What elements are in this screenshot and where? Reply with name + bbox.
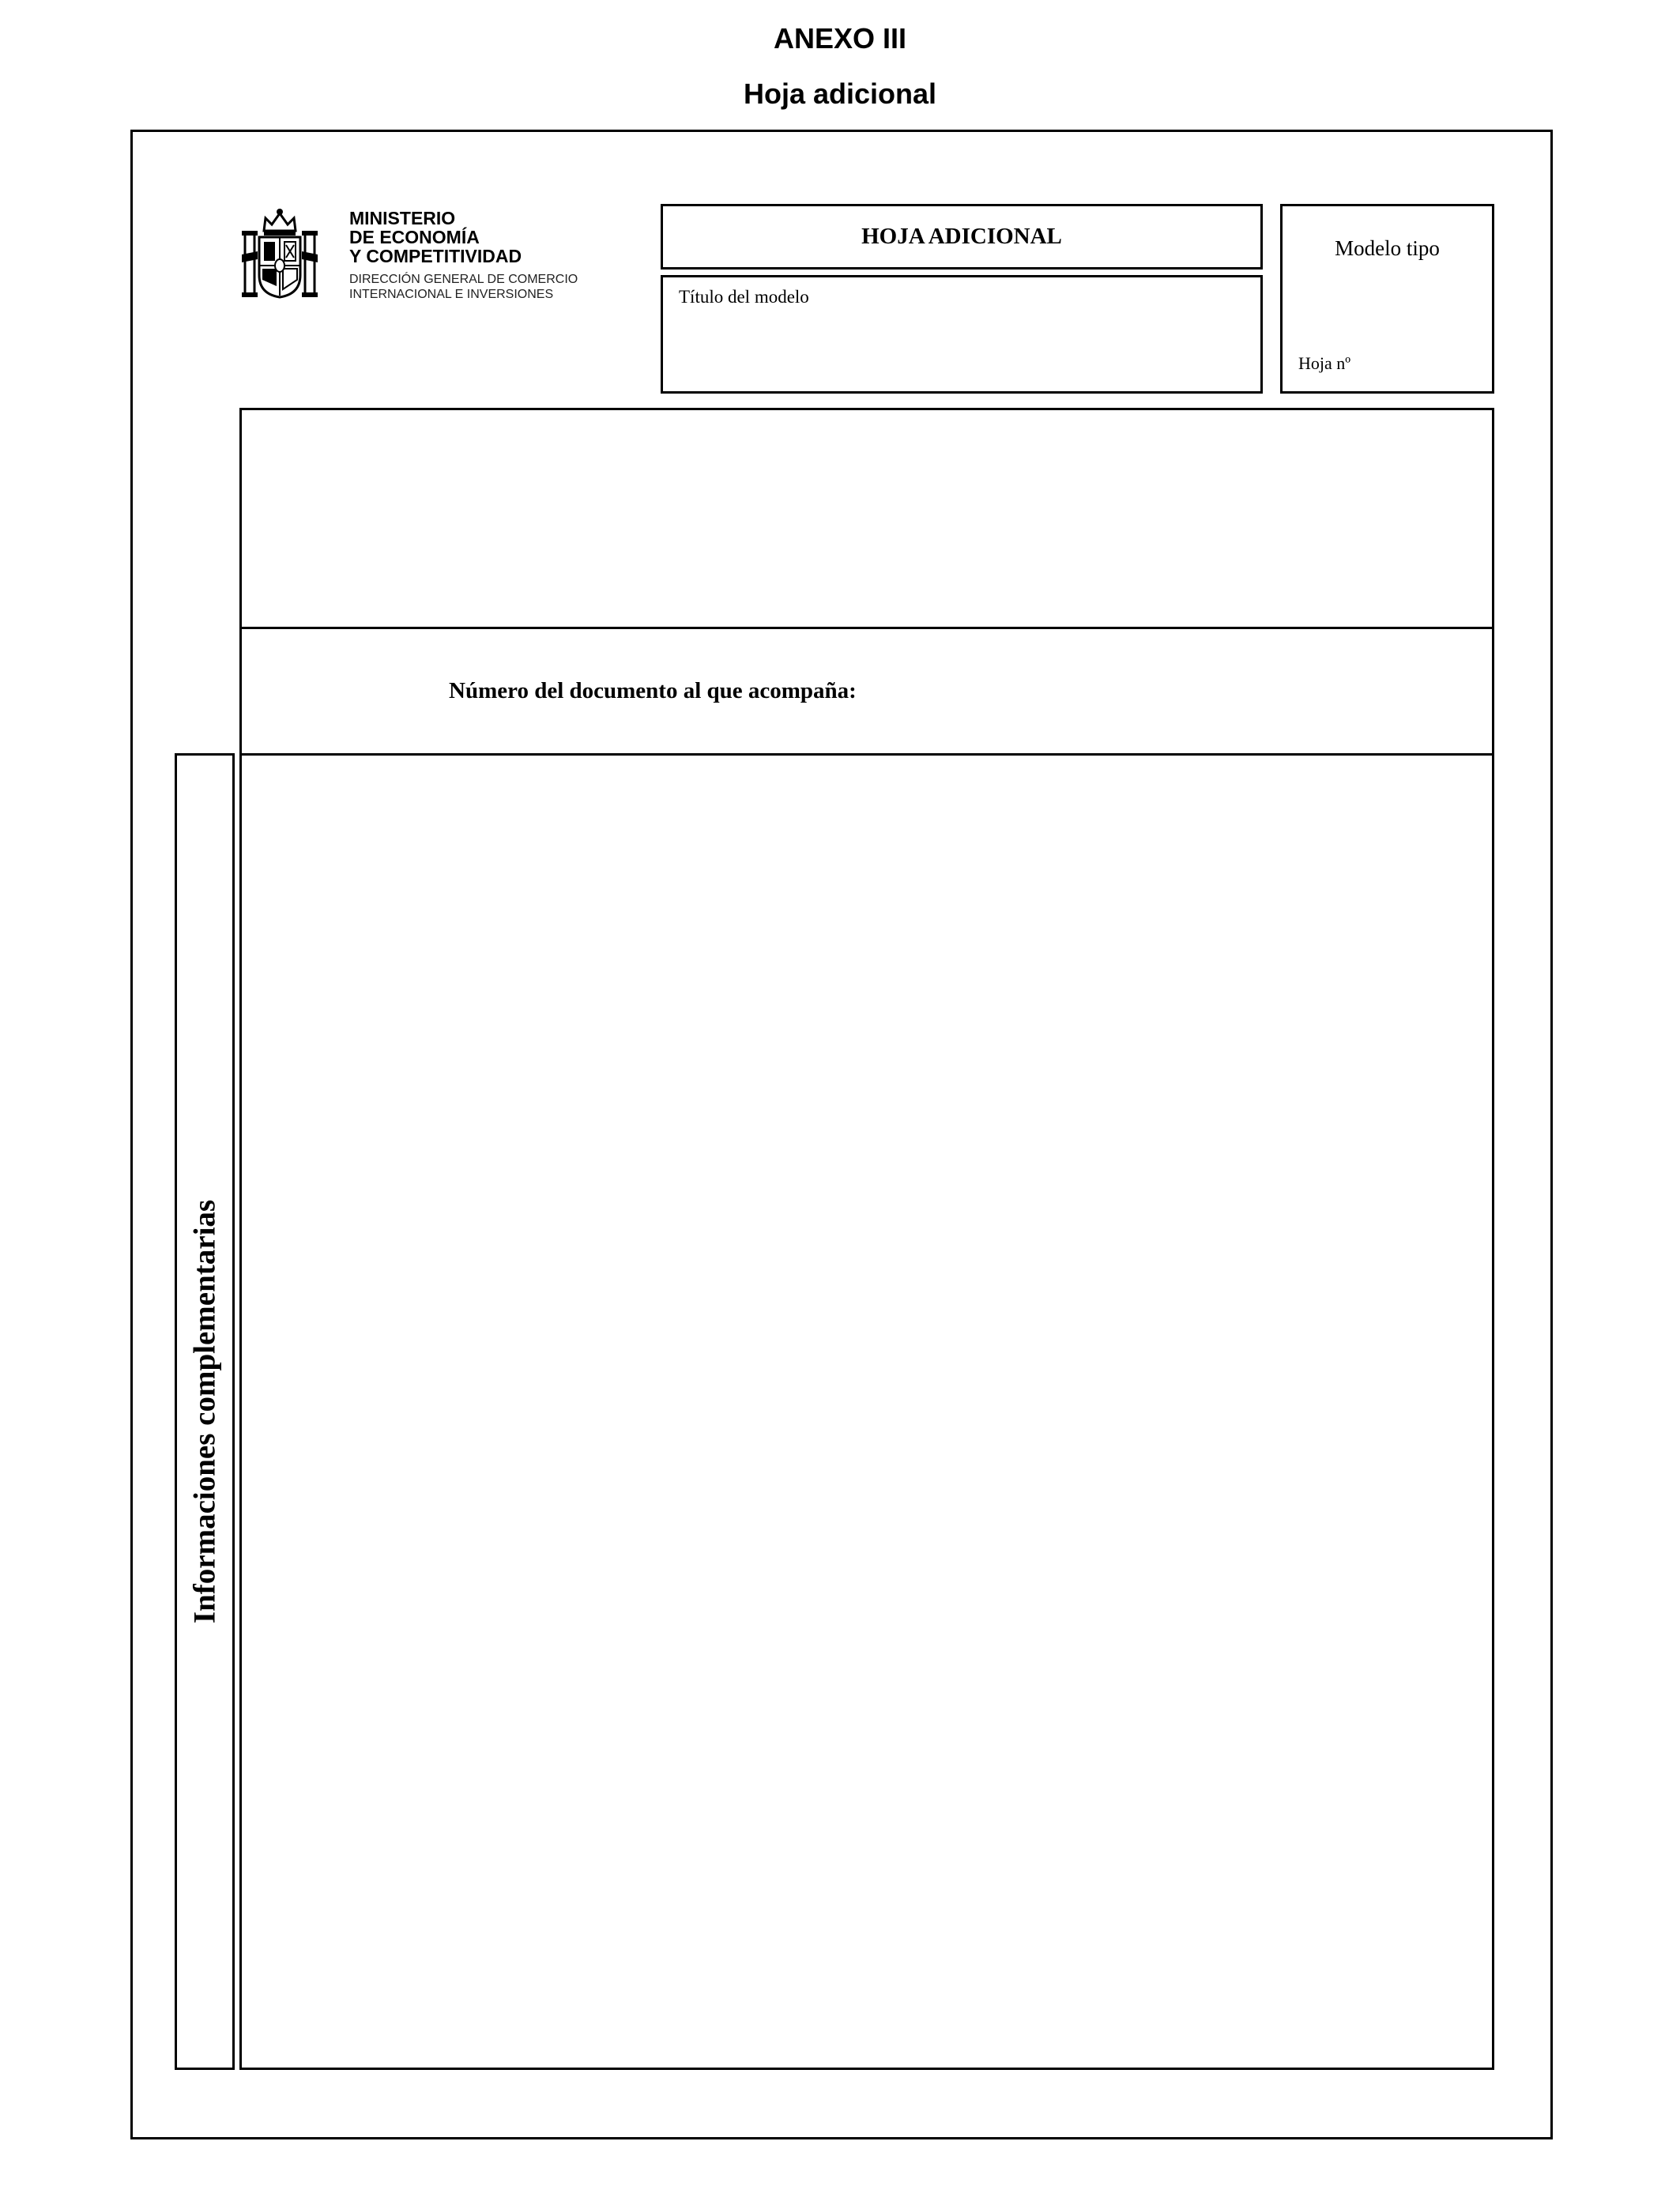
side-label-box — [175, 753, 235, 2070]
spanish-coat-of-arms-icon — [242, 207, 318, 300]
hoja-numero-label: Hoja nº — [1298, 353, 1351, 373]
titulo-modelo-label: Título del modelo — [679, 287, 809, 307]
modelo-tipo-field[interactable] — [1280, 204, 1494, 394]
ministry-dept-line: DIRECCIÓN GENERAL DE COMERCIO — [349, 273, 578, 286]
hoja-adicional-label: HOJA ADICIONAL — [861, 224, 1062, 249]
annex-title: ANEXO III — [773, 22, 907, 55]
numero-documento-field[interactable] — [239, 627, 1494, 756]
annex-subtitle: Hoja adicional — [743, 77, 937, 110]
hoja-adicional-box — [661, 204, 1263, 270]
side-label: Informaciones complementarias — [187, 1199, 222, 1624]
ministry-dept-line: INTERNACIONAL E INVERSIONES — [349, 288, 554, 301]
ministry-name-line: Y COMPETITIVIDAD — [349, 246, 522, 266]
top-blank-field[interactable] — [239, 408, 1494, 629]
ministry-name — [349, 209, 522, 266]
titulo-modelo-field[interactable] — [661, 275, 1263, 394]
ministry-name-line: DE ECONOMÍA — [349, 227, 480, 247]
modelo-tipo-label: Modelo tipo — [1335, 236, 1440, 260]
ministry-name-line: MINISTERIO — [349, 208, 456, 228]
informaciones-complementarias-field[interactable] — [239, 753, 1494, 2070]
ministry-department — [349, 272, 578, 302]
numero-documento-label: Número del documento al que acompaña: — [449, 678, 857, 703]
